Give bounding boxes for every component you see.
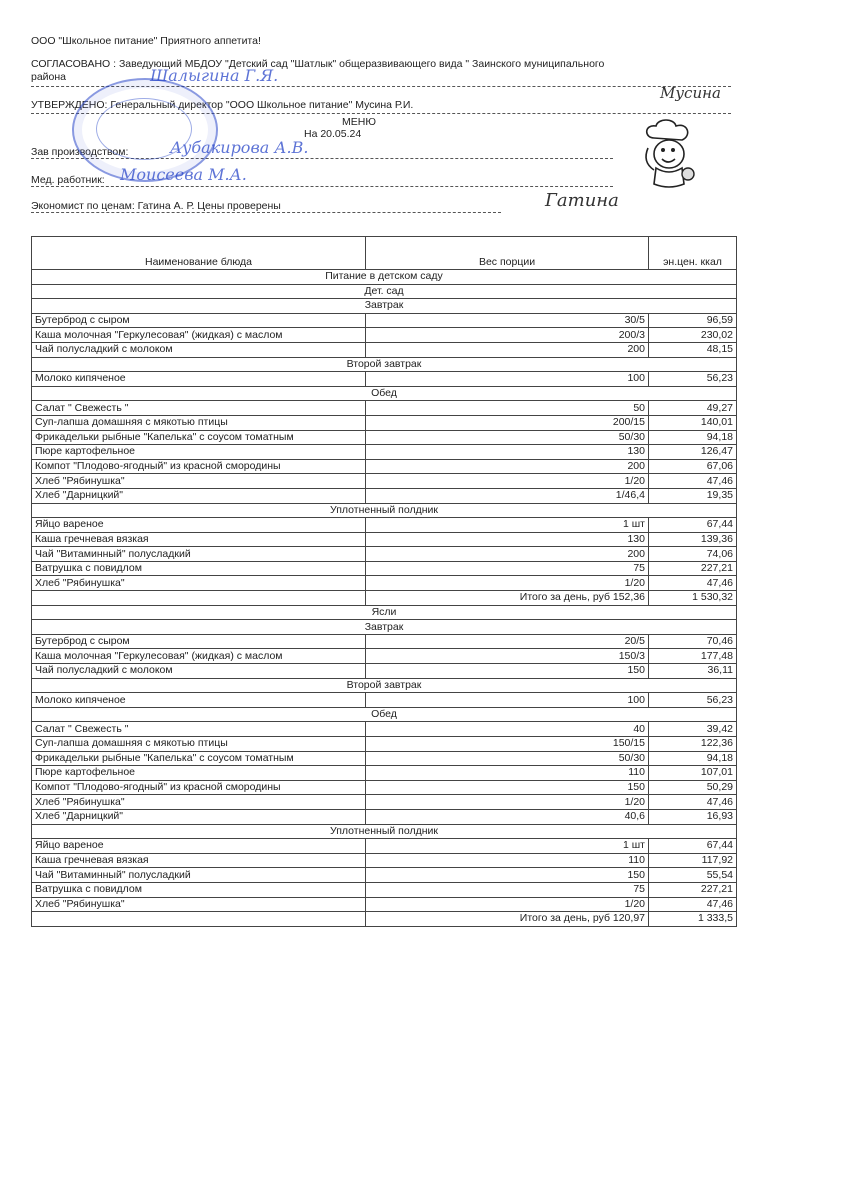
dish-kcal: 94,18: [649, 430, 737, 445]
signature-director: Мусина: [660, 84, 721, 102]
table-header-row: [32, 237, 737, 270]
table-row: [32, 897, 737, 912]
dish-weight: 1/20: [366, 795, 649, 810]
dish-weight: 200: [366, 342, 649, 357]
dish-name: Хлеб "Рябинушка": [32, 576, 366, 591]
table-row: [32, 722, 737, 737]
dish-kcal: 55,54: [649, 868, 737, 883]
dish-weight: 200: [366, 547, 649, 562]
dish-name: Каша молочная "Геркулесовая" (жидкая) с маслом: [32, 328, 366, 343]
dish-name: Фрикадельки рыбные "Капелька" с соусом томатным: [32, 430, 366, 445]
table-row: [32, 474, 737, 489]
dish-kcal: 107,01: [649, 766, 737, 781]
signature-medic: Моисеева М.А.: [120, 165, 247, 184]
dish-kcal: 230,02: [649, 328, 737, 343]
dish-kcal: 74,06: [649, 547, 737, 562]
table-section-row: [32, 386, 737, 401]
column-header-kcal: эн.цен. ккал: [649, 237, 737, 270]
dish-name: Ватрушка с повидлом: [32, 882, 366, 897]
dish-kcal: 67,44: [649, 839, 737, 854]
dish-kcal: 47,46: [649, 576, 737, 591]
dish-name: Яйцо вареное: [32, 518, 366, 533]
table-section-row: [32, 824, 737, 839]
table-row: [32, 532, 737, 547]
table-row: [32, 751, 737, 766]
section-label: Завтрак: [32, 620, 737, 635]
dish-kcal: 126,47: [649, 445, 737, 460]
table-row: [32, 430, 737, 445]
dish-weight: 40: [366, 722, 649, 737]
dish-weight: 150: [366, 780, 649, 795]
dish-kcal: 56,23: [649, 693, 737, 708]
dish-kcal: 19,35: [649, 488, 737, 503]
dish-kcal: 227,21: [649, 561, 737, 576]
dish-name: Суп-лапша домашняя с мякотью птицы: [32, 415, 366, 430]
medic-underline: [31, 186, 613, 187]
dish-name: Хлеб "Рябинушка": [32, 795, 366, 810]
table-row: [32, 868, 737, 883]
dish-kcal: 48,15: [649, 342, 737, 357]
dish-kcal: 70,46: [649, 634, 737, 649]
table-section-row: [32, 678, 737, 693]
agreed-line-2: района: [31, 71, 67, 83]
dish-name: Фрикадельки рыбные "Капелька" с соусом томатным: [32, 751, 366, 766]
table-section-row: [32, 503, 737, 518]
dish-weight: 200: [366, 459, 649, 474]
dish-name: Компот "Плодово-ягодный" из красной смородины: [32, 780, 366, 795]
section-label: Уплотненный полдник: [32, 824, 737, 839]
table-total-row: [32, 591, 737, 606]
table-row: [32, 853, 737, 868]
dish-weight: 75: [366, 561, 649, 576]
dish-weight: 150: [366, 664, 649, 679]
table-row: [32, 459, 737, 474]
dish-name: Чай "Витаминный" полусладкий: [32, 547, 366, 562]
table-row: [32, 649, 737, 664]
dish-weight: Итого за день, руб 152,36: [366, 591, 649, 606]
table-row: [32, 445, 737, 460]
section-label: Дет. сад: [32, 284, 737, 299]
dish-kcal: 117,92: [649, 853, 737, 868]
dish-name: [32, 591, 366, 606]
dish-kcal: 47,46: [649, 474, 737, 489]
table-section-row: [32, 605, 737, 620]
table-row: [32, 693, 737, 708]
dish-weight: 75: [366, 882, 649, 897]
menu-date: На 20.05.24: [304, 128, 362, 140]
dish-name: Бутерброд с сыром: [32, 313, 366, 328]
dish-kcal: 50,29: [649, 780, 737, 795]
economist-underline: [31, 212, 501, 213]
chef-mascot-icon: [640, 118, 702, 190]
dish-kcal: 140,01: [649, 415, 737, 430]
dish-kcal: 16,93: [649, 809, 737, 824]
dish-weight: 30/5: [366, 313, 649, 328]
table-row: [32, 547, 737, 562]
approved-line: УТВЕРЖДЕНО: Генеральный директор "ООО Школьное питание" Мусина Р.И.: [31, 99, 414, 111]
agreed-line: СОГЛАСОВАНО : Заведующий МБДОУ "Детский сад "Шатлык" общеразвивающего вида " Заинского муниципального: [31, 58, 605, 70]
economist-line: Экономист по ценам: Гатина А. Р. Цены проверены: [31, 200, 281, 212]
dish-name: Яйцо вареное: [32, 839, 366, 854]
dish-kcal: 1 333,5: [649, 912, 737, 927]
dish-weight: 200/3: [366, 328, 649, 343]
menu-table: [31, 236, 737, 927]
dish-name: Чай полусладкий с молоком: [32, 664, 366, 679]
dish-weight: 110: [366, 853, 649, 868]
table-row: [32, 518, 737, 533]
dish-name: Хлеб "Дарницкий": [32, 488, 366, 503]
section-label: Второй завтрак: [32, 678, 737, 693]
dish-kcal: 36,11: [649, 664, 737, 679]
table-row: [32, 576, 737, 591]
section-label: Завтрак: [32, 299, 737, 314]
dish-weight: Итого за день, руб 120,97: [366, 912, 649, 927]
dish-name: Хлеб "Рябинушка": [32, 474, 366, 489]
table-row: [32, 415, 737, 430]
dish-weight: 130: [366, 445, 649, 460]
dish-weight: 1/20: [366, 474, 649, 489]
dish-weight: 50/30: [366, 751, 649, 766]
dish-weight: 150/15: [366, 737, 649, 752]
section-label: Второй завтрак: [32, 357, 737, 372]
dish-name: [32, 912, 366, 927]
signature-production: Аубакирова А.В.: [170, 138, 309, 157]
dish-kcal: 139,36: [649, 532, 737, 547]
dish-weight: 20/5: [366, 634, 649, 649]
dish-kcal: 96,59: [649, 313, 737, 328]
dish-weight: 40,6: [366, 809, 649, 824]
dish-weight: 50/30: [366, 430, 649, 445]
dish-kcal: 49,27: [649, 401, 737, 416]
dish-name: Молоко кипяченое: [32, 372, 366, 387]
dish-weight: 150/3: [366, 649, 649, 664]
dish-weight: 200/15: [366, 415, 649, 430]
dish-kcal: 56,23: [649, 372, 737, 387]
dish-weight: 1 шт: [366, 839, 649, 854]
table-section-row: [32, 620, 737, 635]
table-total-row: [32, 912, 737, 927]
dish-kcal: 94,18: [649, 751, 737, 766]
dish-kcal: 227,21: [649, 882, 737, 897]
table-row: [32, 488, 737, 503]
dish-kcal: 1 530,32: [649, 591, 737, 606]
dish-kcal: 67,44: [649, 518, 737, 533]
column-header-name: Наименование блюда: [32, 237, 366, 270]
dish-weight: 130: [366, 532, 649, 547]
dish-name: Суп-лапша домашняя с мякотью птицы: [32, 737, 366, 752]
table-row: [32, 664, 737, 679]
signature-head: Шалыгина Г.Я.: [150, 66, 279, 85]
table-row: [32, 809, 737, 824]
column-header-weight: Вес порции: [366, 237, 649, 270]
dish-name: Хлеб "Дарницкий": [32, 809, 366, 824]
table-section-row: [32, 357, 737, 372]
dish-name: Ватрушка с повидлом: [32, 561, 366, 576]
table-row: [32, 313, 737, 328]
dish-name: Пюре картофельное: [32, 766, 366, 781]
dish-name: Бутерброд с сыром: [32, 634, 366, 649]
table-row: [32, 839, 737, 854]
dish-kcal: 39,42: [649, 722, 737, 737]
dish-name: Хлеб "Рябинушка": [32, 897, 366, 912]
table-row: [32, 780, 737, 795]
section-label: Питание в детском саду: [32, 270, 737, 285]
dish-name: Компот "Плодово-ягодный" из красной смородины: [32, 459, 366, 474]
table-row: [32, 342, 737, 357]
dish-name: Салат " Свежесть ": [32, 401, 366, 416]
dish-weight: 150: [366, 868, 649, 883]
table-section-row: [32, 299, 737, 314]
table-row: [32, 766, 737, 781]
dish-name: Каша гречневая вязкая: [32, 853, 366, 868]
medic-label: Мед. работник:: [31, 174, 105, 186]
dish-name: Молоко кипяченое: [32, 693, 366, 708]
table-row: [32, 561, 737, 576]
dish-kcal: 122,36: [649, 737, 737, 752]
section-label: Обед: [32, 386, 737, 401]
table-row: [32, 882, 737, 897]
production-head-label: Зав производством:: [31, 146, 129, 158]
dish-weight: 1/20: [366, 897, 649, 912]
dish-weight: 1/20: [366, 576, 649, 591]
table-row: [32, 372, 737, 387]
dish-name: Салат " Свежесть ": [32, 722, 366, 737]
dish-name: Каша молочная "Геркулесовая" (жидкая) с маслом: [32, 649, 366, 664]
dish-weight: 1 шт: [366, 518, 649, 533]
table-row: [32, 737, 737, 752]
dish-name: Чай "Витаминный" полусладкий: [32, 868, 366, 883]
dish-kcal: 67,06: [649, 459, 737, 474]
table-row: [32, 401, 737, 416]
table-row: [32, 634, 737, 649]
dish-name: Пюре картофельное: [32, 445, 366, 460]
section-label: Обед: [32, 707, 737, 722]
dish-name: Каша гречневая вязкая: [32, 532, 366, 547]
dish-kcal: 47,46: [649, 795, 737, 810]
dish-weight: 100: [366, 372, 649, 387]
table-section-row: [32, 270, 737, 285]
dish-weight: 110: [366, 766, 649, 781]
menu-title: МЕНЮ: [342, 116, 376, 128]
table-row: [32, 795, 737, 810]
dish-weight: 1/46,4: [366, 488, 649, 503]
section-label: Ясли: [32, 605, 737, 620]
dish-weight: 50: [366, 401, 649, 416]
dish-weight: 100: [366, 693, 649, 708]
table-section-row: [32, 284, 737, 299]
dish-kcal: 47,46: [649, 897, 737, 912]
dish-kcal: 177,48: [649, 649, 737, 664]
company-line: ООО "Школьное питание" Приятного аппетита!: [31, 35, 261, 47]
table-row: [32, 328, 737, 343]
dish-name: Чай полусладкий с молоком: [32, 342, 366, 357]
signature-economist: Гатина: [545, 190, 619, 211]
section-label: Уплотненный полдник: [32, 503, 737, 518]
table-section-row: [32, 707, 737, 722]
